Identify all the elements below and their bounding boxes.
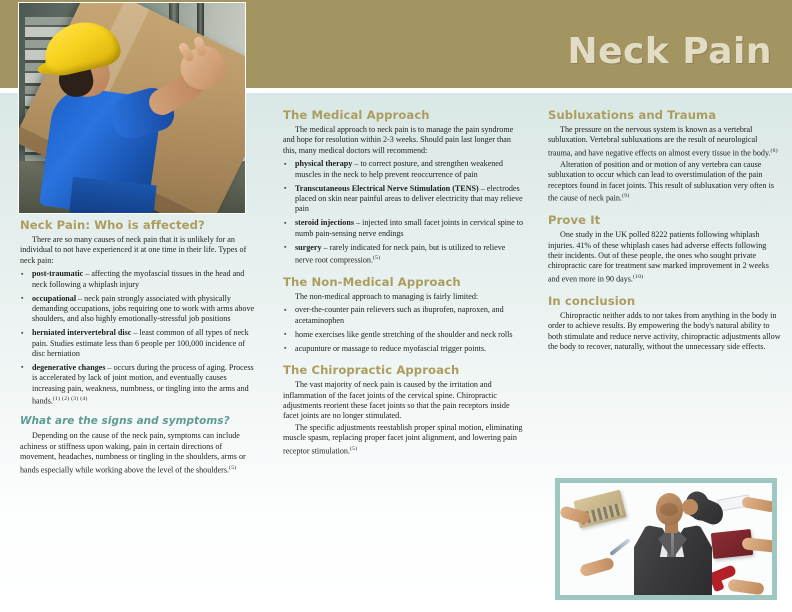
term-description: – occurs during the process of aging. Process is accelerated by lack of joint motion, and eventually causes increasing pain, weakness, numbness, or tingling into the arms and hands. <box>32 362 254 406</box>
term-label: surgery <box>295 242 322 252</box>
term-label: steroid injections <box>295 218 354 228</box>
reference-marker: (5) <box>229 464 237 471</box>
term-label: post-traumatic <box>32 269 84 279</box>
paragraph-non-medical-intro: The non-medical approach to managing is fairly limited: <box>295 292 479 302</box>
paragraph-subluxation-2-text: Alteration of position and or motion of any vertebra can cause subluxation to occur which can lead to overstimulation of the pain receptors found in facet joints. This result of subluxation very often is the cause of neck pain. <box>548 159 774 203</box>
term-description: – least common of all types of neck pain. Studies estimate less than 6 people per 100,000 incidence of disc herniation <box>32 328 249 359</box>
list-item <box>283 184 525 215</box>
paragraph-prove-it-text: One study in the UK polled 8222 patients following whiplash injuries. 41% of these whiplash cases had adverse effects following their incidents. Out of these people, the ones who sought private chiropractic care for treatment saw marked improvement in 2 weeks and even more in 90 days. <box>548 230 769 284</box>
page-title: Neck Pain <box>567 31 772 72</box>
paragraph-symptoms-text: Depending on the cause of the neck pain, symptoms can include achiness or stiffness upon waking, pain in certain directions of movement, headaches, numbness or tingling in the shoulders, arms or hands especially while working above the level of the shoulders. <box>20 431 246 475</box>
paragraph-prove-it <box>548 230 782 285</box>
list-item: ▪ over-the-counter pain relievers such as ibuprofen, naproxen, and acetaminophen <box>283 305 525 326</box>
businessman-hand-on-neck <box>682 499 698 515</box>
term-description: – affecting the myofascial tissues in the head and neck following a whiplash injury <box>32 269 245 289</box>
list-item <box>283 243 525 267</box>
heading-subluxations-and-trauma: Subluxations and Trauma <box>548 108 717 122</box>
list-item: ▪ acupunture or massage to reduce myofascial trigger points. <box>283 344 525 354</box>
term-description: – to correct posture, and strengthen weakened muscles in the neck to help prevent reoccurrence of pain <box>295 159 503 179</box>
middle-column <box>283 108 525 457</box>
reference-marker: (5) <box>349 445 358 452</box>
left-column <box>20 218 258 476</box>
paragraph-chiropractic-2 <box>283 423 525 457</box>
paragraph-symptoms <box>20 431 258 475</box>
paragraph-subluxation-1-text: The pressure on the nervous system is known as a vertebral subluxation. Vertebral subluxations are the result of neurological trauma, and have negative effects on almost every tissue in the body. <box>548 125 771 158</box>
term-label: Transcutaneous Electrical Nerve Stimulation (TENS) <box>295 183 479 193</box>
list-item <box>20 363 258 407</box>
list-item: ▪ home exercises like gentle stretching of the shoulder and neck rolls <box>283 330 525 340</box>
term-label: occupational <box>32 293 77 303</box>
reference-marker: (6) <box>770 147 778 154</box>
reference-marker: (10) <box>632 273 644 280</box>
heading-chiropractic-approach: The Chiropractic Approach <box>283 363 460 378</box>
term-label: degenerative changes <box>32 362 106 372</box>
paragraph-chiropractic-1: The vast majority of neck pain is caused by the irritation and inflammation of the facet joints of the cervical spine. Chiropractic adjustments reorient these facet joints so that the pain receptors inside facet joints are no longer stimulated. <box>283 380 510 421</box>
right-column <box>548 108 782 353</box>
term-label: physical therapy <box>295 159 353 169</box>
list-types-of-neck-pain <box>20 269 258 407</box>
reference-marker: (1) (2) (3) (4) <box>52 396 88 403</box>
list-item <box>20 294 258 325</box>
list-item <box>283 218 525 239</box>
stressed-businessman-photo <box>555 478 777 600</box>
heading-prove-it: Prove It <box>548 213 601 228</box>
heading-signs-and-symptoms: What are the signs and symptoms? <box>20 415 230 428</box>
paragraph-conclusion: Chiropractic neither adds to nor takes from anything in the body in order to achieve results. By empowering the body's natural ability to both stimulate and reduce nerve activity, chiropractic adjustments allow the body to recover, naturally, without the unnecessary side effects. <box>548 310 781 352</box>
paragraph-subluxation-1 <box>548 125 782 159</box>
list-item <box>20 269 258 290</box>
term-description: – rarely indicated for neck pain, but is utilized to relieve nerve root compression. <box>295 242 506 265</box>
term-description: – injected into small facet joints in cervical spine to numb pain-sensing nerve endings <box>295 218 524 238</box>
heading-in-conclusion: In conclusion <box>548 293 636 308</box>
worker-lifting-box-photo <box>18 2 246 214</box>
list-item <box>20 328 258 359</box>
list-item <box>283 159 525 180</box>
list-non-medical-options <box>283 305 525 354</box>
term-label: herniated intervertebral disc <box>32 328 132 338</box>
heading-who-is-affected: Neck Pain: Who is affected? <box>20 218 205 232</box>
reference-marker: (5) <box>373 254 381 261</box>
businessman-face <box>660 503 678 516</box>
list-medical-treatments <box>283 159 525 266</box>
reference-marker: (9) <box>621 193 630 200</box>
heading-non-medical-approach: The Non-Medical Approach <box>283 275 461 290</box>
heading-medical-approach: The Medical Approach <box>283 108 430 122</box>
term-description: – neck pain strongly associated with physically demanding occupations, jobs requiring one to work with arms above shoulders, and also highly emotionally-stressful job positions <box>32 293 255 324</box>
paragraph-chiropractic-2-text: The specific adjustments reestablish proper spinal motion, eliminating muscle spasm, replacing proper facet joint alignment, and lowering pain receptor stimulation. <box>283 422 523 456</box>
term-description: – electrodes placed on skin near painful areas to deliver electricity that may relieve pain <box>295 183 523 214</box>
paragraph-medical-intro: The medical approach to neck pain is to manage the pain syndrome and hope for resolution within 2-3 weeks. Should pain last longer than this, many medical doctors will recommend: <box>283 125 514 155</box>
paragraph-intro-left: There are so many causes of neck pain that it is unlikely for an individual to not have experienced it at one time in their life. Types of neck pain: <box>20 235 247 265</box>
paragraph-subluxation-2 <box>548 160 782 204</box>
